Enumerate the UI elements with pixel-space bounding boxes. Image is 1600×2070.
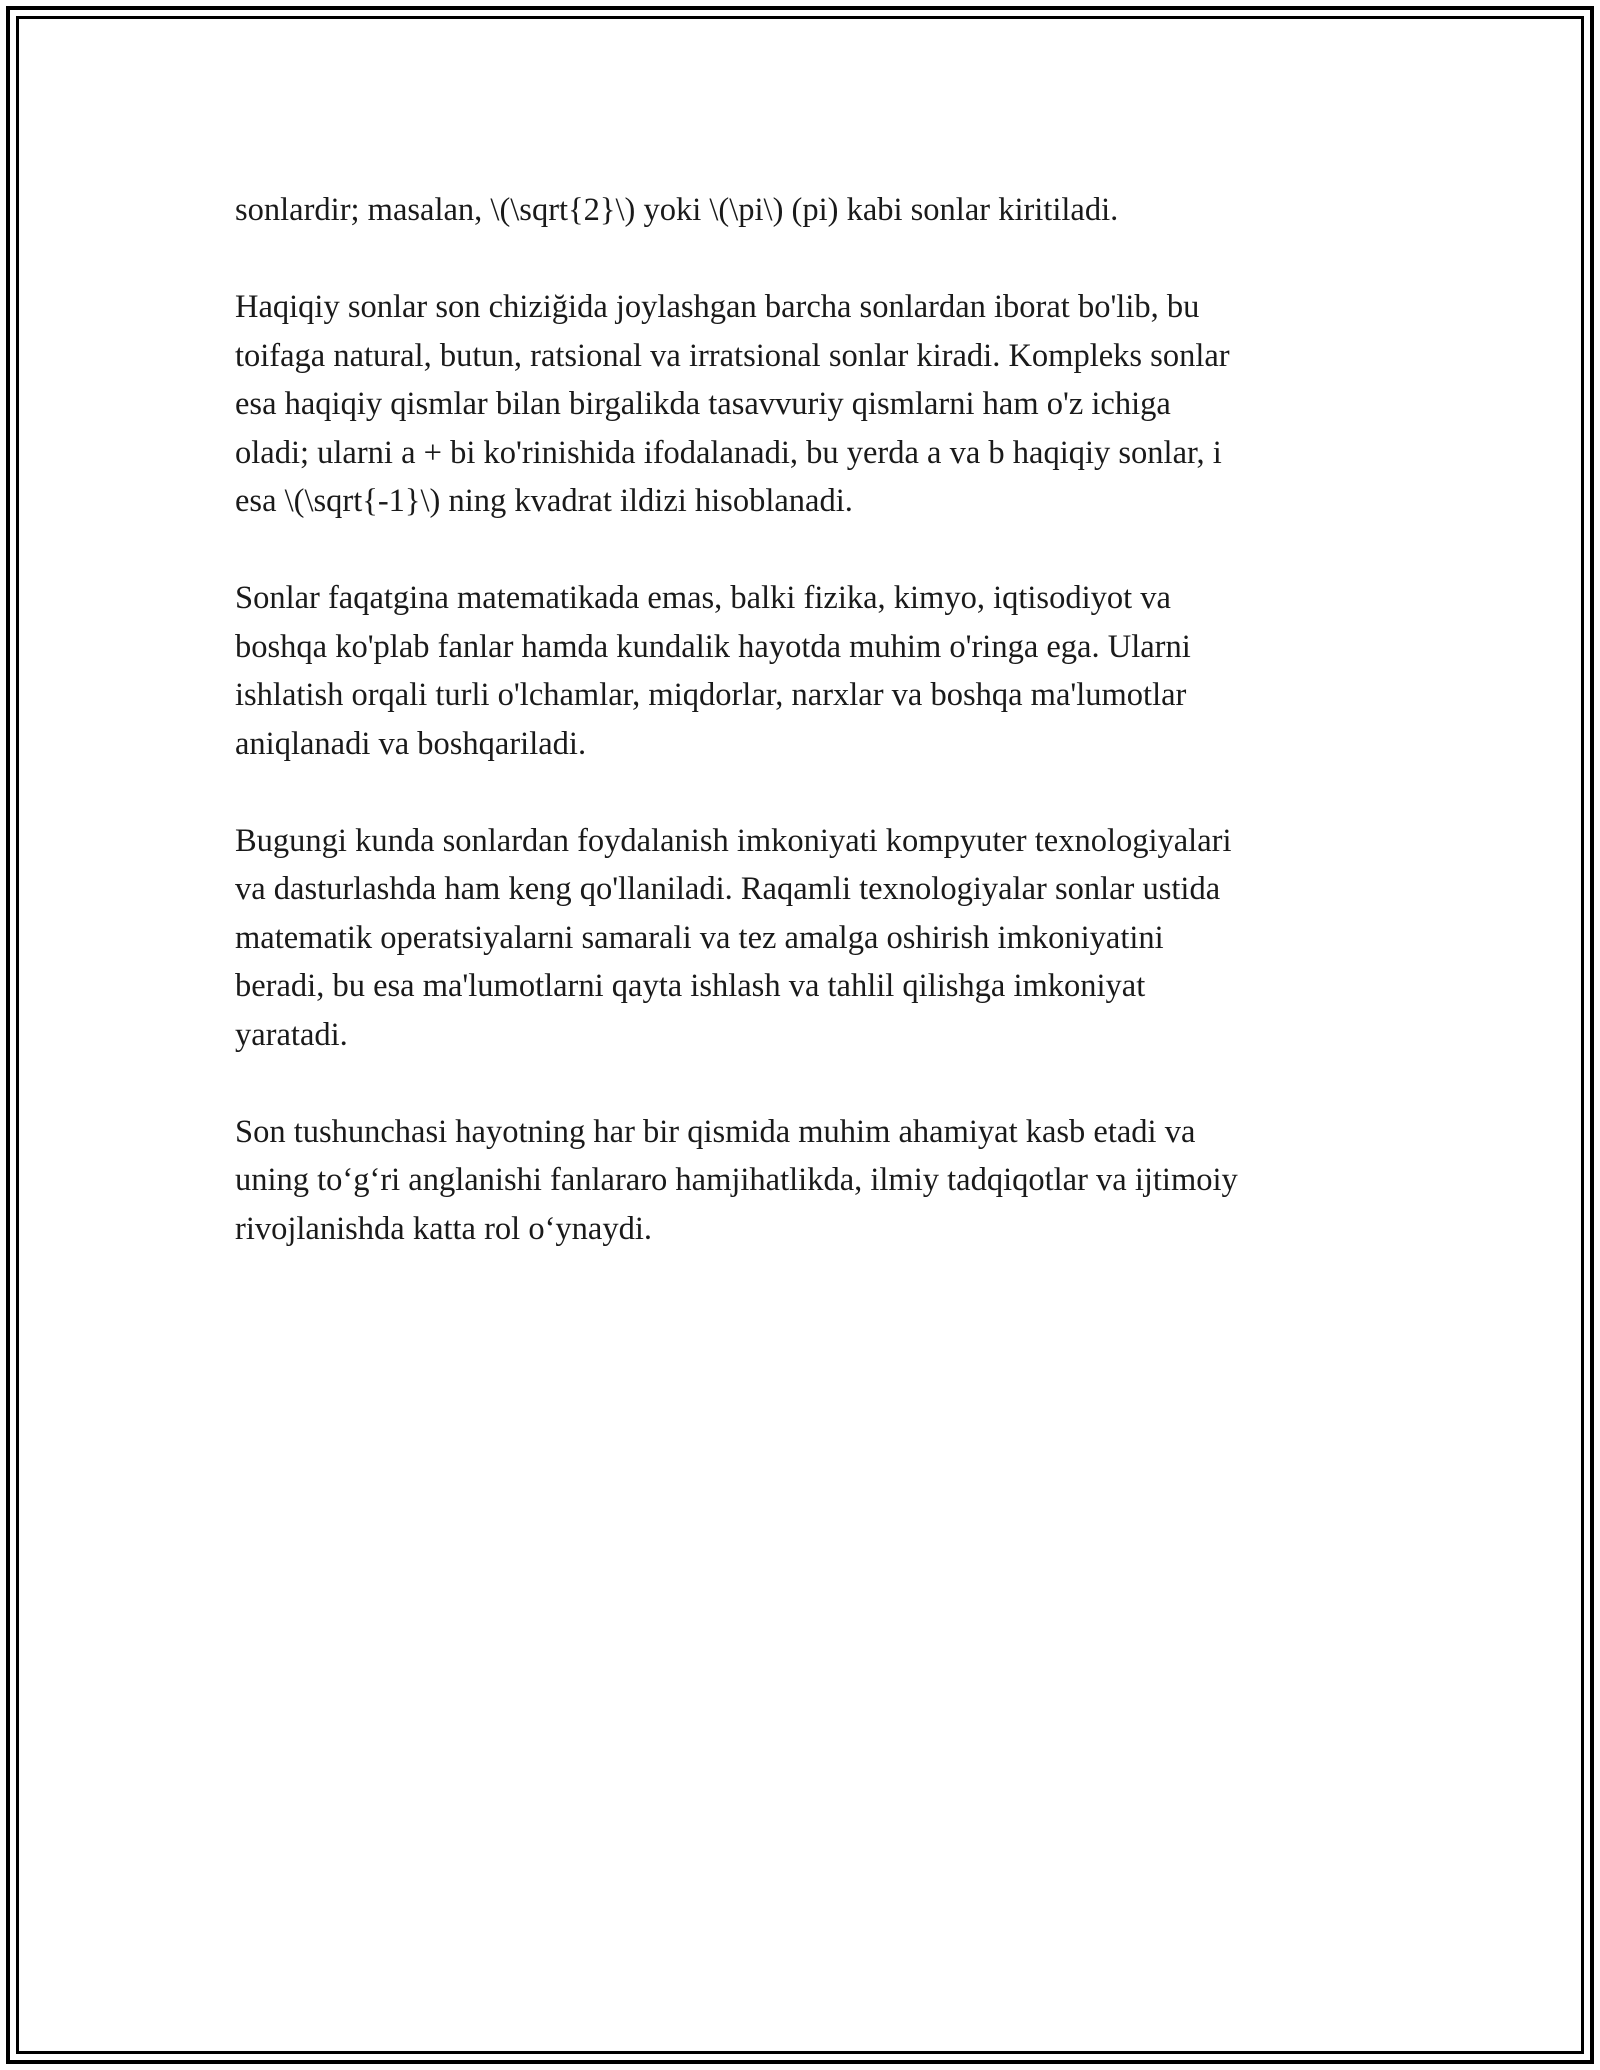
text-line: Haqiqiy sonlar son chiziğida joylashgan barcha sonlardan iborat bo'lib, bu (235, 289, 1200, 325)
paragraph-4 (235, 817, 1385, 1060)
text-line: matematik operatsiyalarni samarali va tez amalga oshirish imkoniyatini (235, 919, 1164, 956)
text-line: Son tushunchasi hayotning har bir qismida muhim ahamiyat kasb etadi va (235, 1113, 1196, 1150)
paragraph-5 (235, 1108, 1385, 1254)
text-line: boshqa ko'plab fanlar hamda kundalik hayotda muhim o'ringa ega. Ularni (235, 628, 1191, 665)
text-line: yaratadi. (235, 1016, 348, 1053)
text-line: oladi; ularni a + bi ko'rinishida ifodalanadi, bu yerda a va b haqiqiy sonlar, i (235, 434, 1222, 471)
text-line: va dasturlashda ham keng qo'llaniladi. Raqamli texnologiyalar sonlar ustida (235, 871, 1221, 907)
text-line: uning to‘g‘ri anglanishi fanlararo hamjihatlikda, ilmiy tadqiqotlar va ijtimoiy (235, 1162, 1238, 1198)
text-line: Sonlar faqatgina matematikada emas, balki fizika, kimyo, iqtisodiyot va (235, 580, 1171, 616)
paragraph-2 (235, 283, 1385, 526)
text-line: esa \(\sqrt{-1}\) ning kvadrat ildizi hisoblanadi. (235, 483, 853, 519)
text-line: Bugungi kunda sonlardan foydalanish imkoniyati kompyuter texnologiyalari (235, 822, 1232, 859)
text-line: ishlatish orqali turli o'lchamlar, miqdorlar, narxlar va boshqa ma'lumotlar (235, 677, 1187, 713)
text-line: toifaga natural, butun, ratsional va irratsional sonlar kiradi. Kompleks sonlar (235, 337, 1230, 374)
text-line: sonlardir; masalan, \(\sqrt{2}\) yoki \(\pi\) (pi) kabi sonlar kiritiladi. (235, 192, 1119, 228)
paragraph-1 (235, 186, 1385, 235)
text-line: beradi, bu esa ma'lumotlarni qayta ishlash va tahlil qilishga imkoniyat (235, 968, 1146, 1004)
text-line: esa haqiqiy qismlar bilan birgalikda tasavvuriy qismlarni ham o'z ichiga (235, 386, 1171, 422)
text-line: aniqlanadi va boshqariladi. (235, 725, 587, 762)
document-body (235, 186, 1385, 1302)
text-line: rivojlanishda katta rol o‘ynaydi. (235, 1210, 652, 1247)
paragraph-3 (235, 574, 1385, 768)
